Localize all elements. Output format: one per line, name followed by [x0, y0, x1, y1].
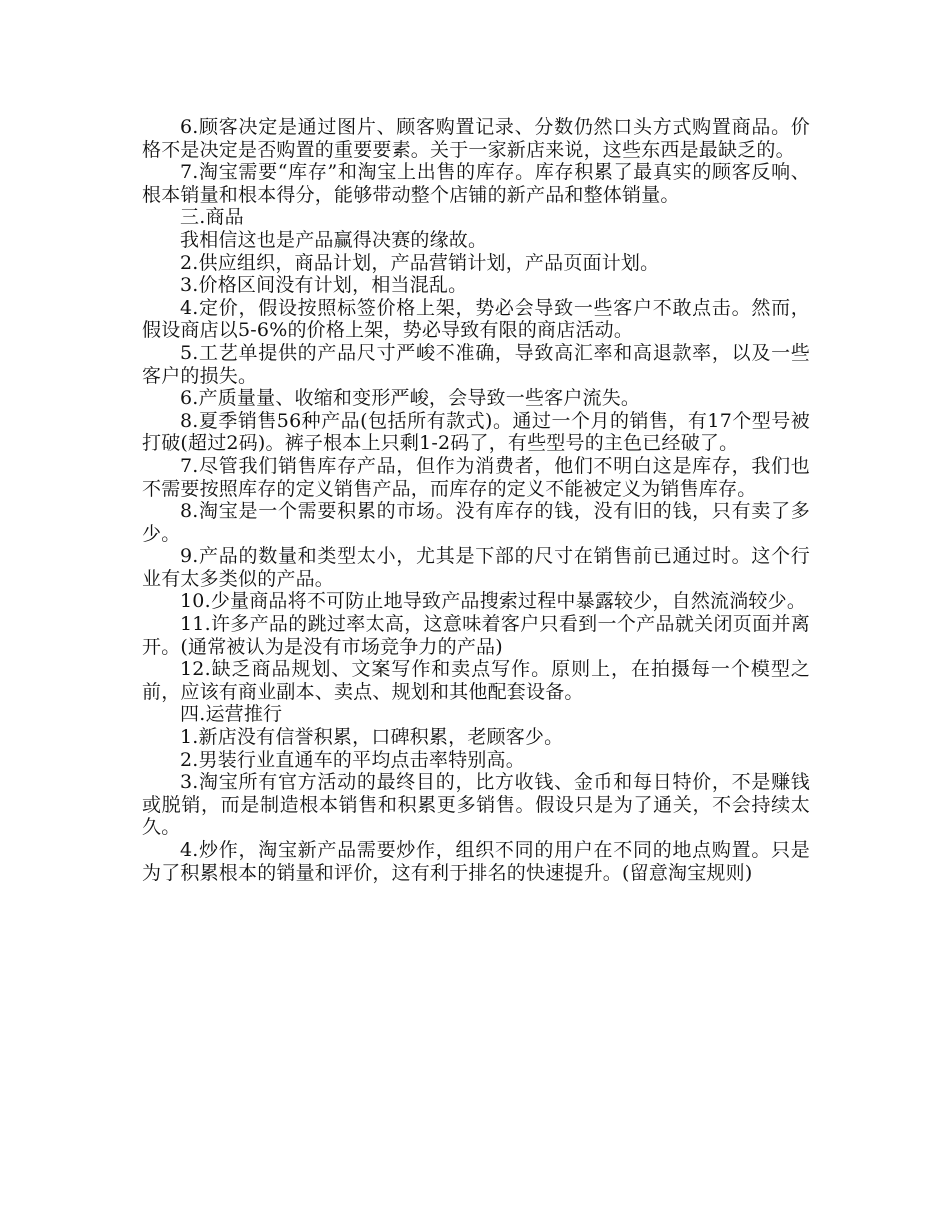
paragraph: 3.价格区间没有计划，相当混乱。: [180, 274, 468, 297]
section-heading: 三.商品: [180, 206, 244, 229]
paragraph: 4.定价，假设按照标签价格上架，势必会导致一些客户不敢点击。然而，假设商店以5-6%的价格上架，势必导致有限的商店活动。: [142, 296, 810, 342]
paragraph: 6.顾客决定是通过图片、顾客购置记录、分数仍然口头方式购置商品。价格不是决定是否购置的重要要素。关于一家新店来说，这些东西是最缺乏的。: [142, 116, 810, 161]
paragraph: 3.淘宝所有官方活动的最终目的，比方收钱、金币和每日特价，不是赚钱或脱销，而是制造根本销售和积累更多销售。假设只是为了通关，不会持续太久。: [142, 771, 810, 839]
paragraph: 7.淘宝需要“库存”和淘宝上出售的库存。库存积累了最真实的顾客反响、根本销量和根本得分，能够带动整个店铺的新产品和整体销量。: [142, 161, 810, 206]
paragraph: 我相信这也是产品赢得决赛的缘故。: [180, 228, 488, 251]
paragraph: 2.男装行业直通车的平均点击率特别高。: [180, 748, 525, 771]
paragraph: 11.许多产品的跳过率太高，这意味着客户只看到一个产品就关闭页面并离开。(通常被认为是没有市场竞争力的产品): [142, 613, 810, 658]
paragraph: 4.炒作，淘宝新产品需要炒作，组织不同的用户在不同的地点购置。只是为了积累根本的销量和评价，这有利于排名的快速提升。(留意淘宝规则): [142, 839, 810, 884]
paragraph: 2.供应组织，商品计划，产品营销计划，产品页面计划。: [180, 251, 660, 274]
paragraph: 6.产质量量、收缩和变形严峻，会导致一些客户流失。: [180, 387, 641, 410]
paragraph: 8.夏季销售56种产品(包括所有款式)。通过一个月的销售，有17个型号被打破(超过2码)。裤子根本上只剩1-2码了，有些型号的主色已经破了。: [142, 409, 810, 455]
paragraph: 10.少量商品将不可防止地导致产品搜索过程中暴露较少，自然流淌较少。: [180, 590, 807, 613]
document-body: [142, 116, 810, 884]
paragraph: 12.缺乏商品规划、文案写作和卖点写作。原则上，在拍摄每一个模型之前，应该有商业副本、卖点、规划和其他配套设备。: [142, 658, 810, 703]
paragraph: 5.工艺单提供的产品尺寸严峻不准确，导致高汇率和高退款率，以及一些客户的损失。: [142, 341, 810, 387]
section-heading: 四.运营推行: [180, 703, 283, 726]
paragraph: 1.新店没有信誉积累，口碑积累，老顾客少。: [180, 726, 564, 749]
paragraph: 8.淘宝是一个需要积累的市场。没有库存的钱，没有旧的钱，只有卖了多少。: [142, 500, 810, 545]
paragraph: 7.尽管我们销售库存产品，但作为消费者，他们不明白这是库存，我们也不需要按照库存的定义销售产品，而库存的定义不能被定义为销售库存。: [142, 454, 810, 500]
paragraph: 9.产品的数量和类型太小，尤其是下部的尺寸在销售前已通过时。这个行业有太多类似的产品。: [142, 545, 810, 590]
